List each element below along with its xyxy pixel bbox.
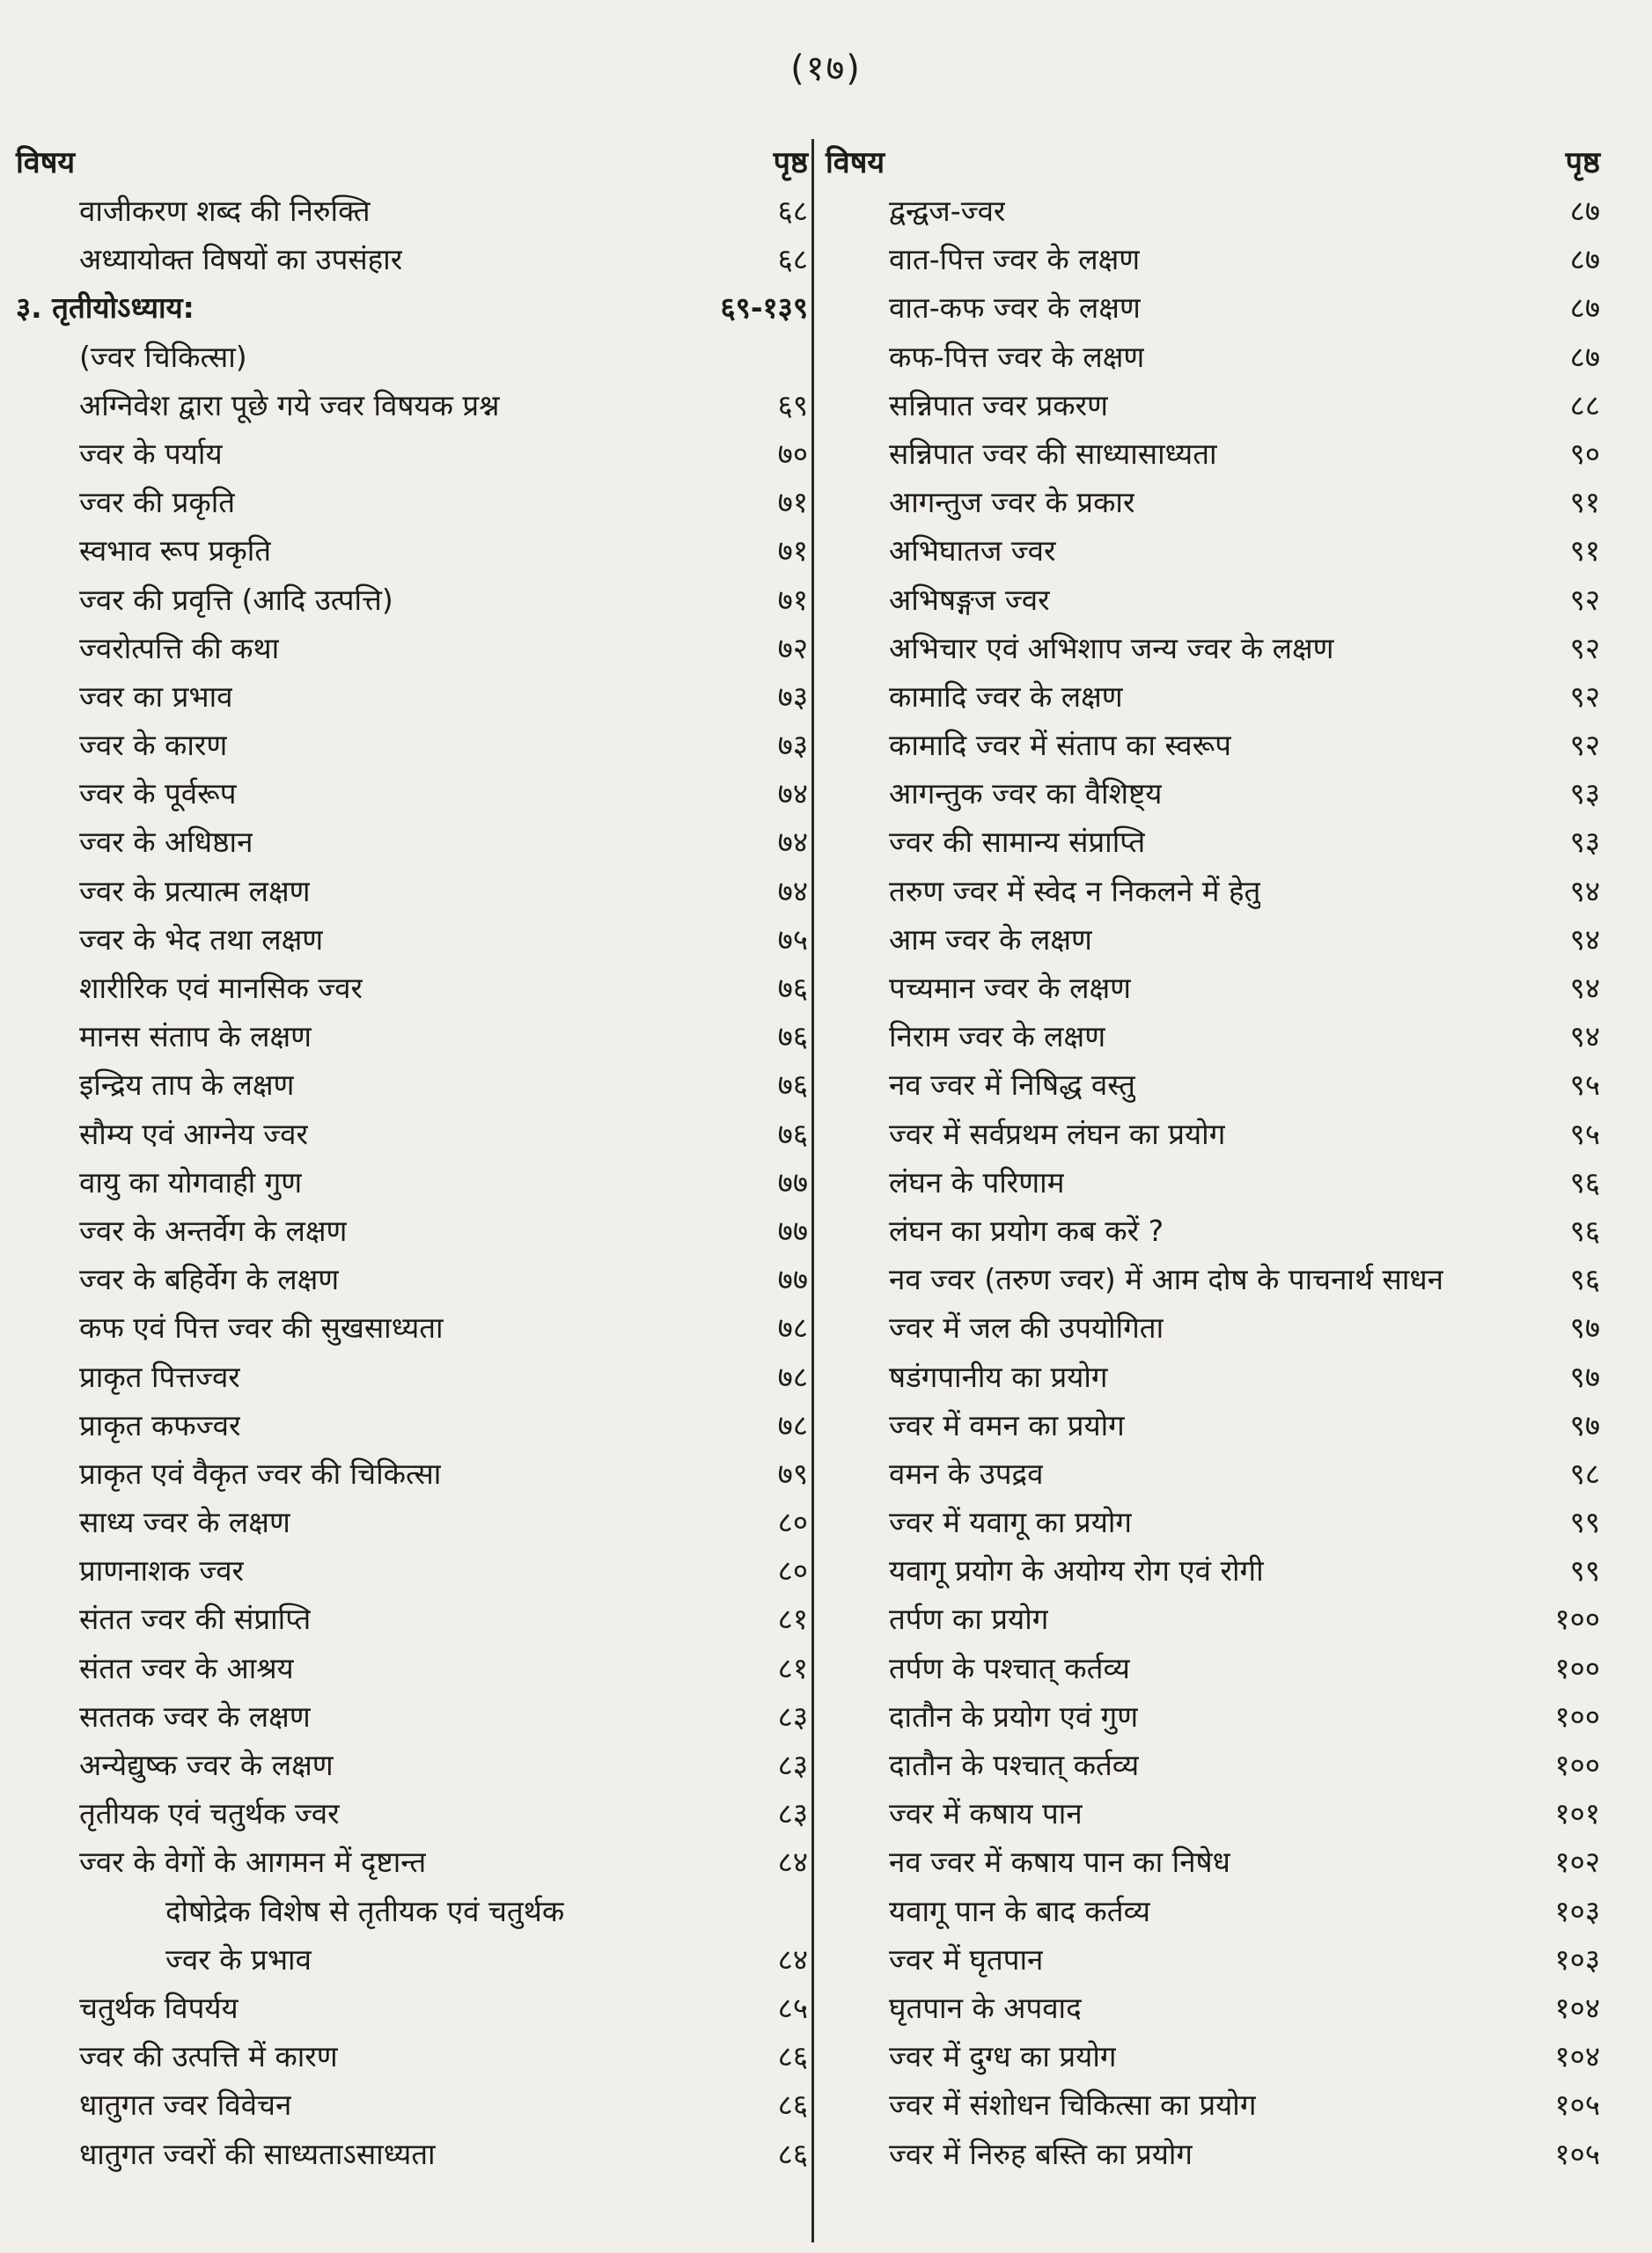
toc-entry-title: ज्वर में कषाय पान: [889, 1796, 1083, 1831]
toc-entry-page: १०२: [1554, 1845, 1600, 1880]
toc-entry-page: १०५: [1554, 2088, 1600, 2123]
toc-entry: [826, 1741, 1600, 1789]
toc-entry-title: लंघन के परिणाम: [889, 1164, 1065, 1200]
toc-entry-page: ८७: [1569, 242, 1600, 277]
toc-entry-page: ७६: [777, 1116, 808, 1151]
toc-entry-page: ७७: [777, 1262, 808, 1297]
toc-entry-page: ८०: [777, 1553, 808, 1589]
toc-entry: [826, 1887, 1600, 1935]
toc-entry: [16, 1401, 808, 1449]
toc-entry-page: ८३: [777, 1748, 808, 1782]
toc-entry: [16, 1935, 808, 1984]
toc-entry-title: प्राकृत कफज्वर: [79, 1407, 241, 1442]
toc-entry-title: प्राणनाशक ज्वर: [79, 1553, 245, 1589]
toc-entry-page: १००: [1554, 1699, 1600, 1734]
toc-entry-title: कामादि ज्वर के लक्षण: [889, 679, 1123, 714]
toc-entry: [16, 429, 808, 478]
toc-entry: [16, 576, 808, 624]
toc-entry: [16, 624, 808, 672]
toc-entry-title: शारीरिक एवं मानसिक ज्वर: [79, 971, 363, 1005]
toc-entry-title: धातुगत ज्वरों की साध्यताऽसाध्यता: [79, 2136, 436, 2171]
toc-entry: [826, 1595, 1600, 1643]
toc-entry-page: ९०: [1569, 436, 1600, 471]
toc-entry: [16, 187, 808, 235]
toc-entry: [16, 1838, 808, 1886]
toc-entry: [16, 2032, 808, 2081]
toc-entry-page: ८७: [1569, 290, 1600, 326]
toc-entry: [826, 1984, 1600, 2032]
toc-entry-title: (ज्वर चिकित्सा): [79, 339, 247, 374]
toc-entry-page: ९२: [1569, 728, 1600, 763]
toc-entry: [16, 235, 808, 283]
toc-entry-page: ९५: [1569, 1068, 1600, 1103]
toc-entry-title: ज्वरोत्पत्ति की कथा: [79, 630, 280, 665]
toc-entry-title: वाजीकरण शब्द की निरुक्ति: [79, 194, 371, 228]
toc-entry-page: ७४: [777, 776, 808, 811]
toc-entry: [16, 1303, 808, 1352]
toc-entry: [16, 1255, 808, 1303]
toc-entry: [826, 187, 1600, 235]
toc-entry-page: ९६: [1569, 1262, 1600, 1297]
toc-entry-title: ज्वर की उत्पत्ति में कारण: [79, 2039, 338, 2074]
toc-entry-page: ९८: [1569, 1456, 1600, 1491]
toc-entry-page: १०४: [1554, 2039, 1600, 2074]
toc-entry-page: १००: [1554, 1602, 1600, 1637]
toc-entry-title: कफ एवं पित्त ज्वर की सुखसाध्यता: [79, 1310, 444, 1346]
toc-entry-title: स्वभाव रूप प्रकृति: [79, 533, 272, 569]
toc-entry: [826, 1012, 1600, 1060]
toc-entry-page: ८७: [1569, 339, 1600, 374]
toc-entry: [16, 2081, 808, 2129]
toc-entry-title: साध्य ज्वर के लक्षण: [79, 1505, 290, 1540]
toc-entry-title: आम ज्वर के लक्षण: [889, 921, 1092, 957]
toc-entry: [16, 381, 808, 429]
toc-entry-page: ८०: [777, 1505, 808, 1540]
toc-entry-page: ९२: [1569, 582, 1600, 617]
toc-entry: [826, 576, 1600, 624]
toc-entry-title: अध्यायोक्त विषयों का उपसंहार: [79, 242, 403, 277]
toc-entry-page: १०५: [1554, 2136, 1600, 2171]
toc-entry-page: ९४: [1569, 921, 1600, 957]
toc-entry-page: ९१: [1569, 485, 1600, 520]
toc-entry-page: ७७: [777, 1164, 808, 1200]
page-number: (१७): [790, 48, 862, 89]
toc-entry-page: ८४: [777, 1941, 808, 1977]
toc-entry-title: लंघन का प्रयोग कब करें ?: [889, 1213, 1164, 1248]
toc-entry-page: ९४: [1569, 1019, 1600, 1054]
toc-entry: [16, 1741, 808, 1789]
toc-entry-page: ८१: [777, 1650, 808, 1685]
toc-entry: [16, 721, 808, 769]
toc-entry-title: ज्वर में निरुह बस्ति का प्रयोग: [889, 2136, 1193, 2171]
toc-entry-title: नव ज्वर में निषिद्ध वस्तु: [889, 1068, 1135, 1103]
toc-entry-page: ९२: [1569, 679, 1600, 714]
toc-entry-title: अभिषङ्गज ज्वर: [889, 582, 1050, 617]
toc-entry-page: ८५: [777, 1990, 808, 2025]
toc-entry-title: वात-कफ ज्वर के लक्षण: [889, 290, 1141, 326]
toc-entry: [16, 2130, 808, 2178]
toc-entry-title: नव ज्वर (तरुण ज्वर) में आम दोष के पाचनार्थ साधन: [889, 1262, 1444, 1297]
toc-entry: [826, 769, 1600, 818]
toc-entry: [16, 1207, 808, 1255]
subject-heading: विषय: [826, 145, 885, 180]
toc-entry-page: ७४: [777, 825, 808, 860]
toc-entry: [826, 867, 1600, 915]
toc-entry-title: कामादि ज्वर में संताप का स्वरूप: [889, 728, 1232, 763]
toc-entry-title: तर्पण का प्रयोग: [889, 1602, 1049, 1637]
toc-entry-title: ज्वर में यवागू का प्रयोग: [889, 1505, 1132, 1540]
toc-entry-title: ज्वर में घृतपान: [889, 1941, 1044, 1977]
toc-entry-page: ९९: [1569, 1505, 1600, 1540]
toc-entry-page: ९२: [1569, 630, 1600, 665]
toc-entry-title: वमन के उपद्रव: [889, 1456, 1044, 1491]
toc-entry-title: यवागू पान के बाद कर्तव्य: [889, 1893, 1151, 1928]
toc-entry-title: चतुर्थक विपर्यय: [79, 1990, 239, 2025]
toc-entry-page: ९७: [1569, 1407, 1600, 1442]
toc-entry-title: मानस संताप के लक्षण: [79, 1019, 312, 1054]
toc-entry: [826, 1935, 1600, 1984]
toc-entry: [826, 2032, 1600, 2081]
toc-entry-title: कफ-पित्त ज्वर के लक्षण: [889, 339, 1145, 374]
toc-entry-title: ज्वर में सर्वप्रथम लंघन का प्रयोग: [889, 1116, 1226, 1151]
toc-entry-title: षडंगपानीय का प्रयोग: [889, 1359, 1108, 1394]
toc-entry-page: ७१: [777, 533, 808, 569]
toc-entry-page: ६८: [777, 242, 808, 277]
toc-entry: [16, 1644, 808, 1692]
toc-entry-page: ७३: [777, 728, 808, 763]
toc-entry-title: घृतपान के अपवाद: [889, 1990, 1082, 2025]
toc-entry-title: द्वन्द्वज-ज्वर: [889, 194, 1006, 228]
toc-entry: [826, 1303, 1600, 1352]
toc-entry: [826, 1207, 1600, 1255]
toc-entry: [826, 2081, 1600, 2129]
toc-entry-page: १०३: [1554, 1941, 1600, 1977]
toc-entry: [826, 235, 1600, 283]
toc-entry: [16, 1353, 808, 1401]
page-heading: पृष्ठ: [773, 145, 808, 180]
toc-entry-page: ९६: [1569, 1164, 1600, 1200]
toc-entry: [826, 381, 1600, 429]
toc-entry-title: निराम ज्वर के लक्षण: [889, 1019, 1106, 1054]
toc-entry-title: दोषोद्रेक विशेष से तृतीयक एवं चतुर्थक: [165, 1893, 565, 1928]
toc-entry: [16, 333, 808, 381]
toc-entry-page: ८७: [1569, 194, 1600, 228]
toc-entry: [16, 1060, 808, 1109]
toc-entry: [826, 1060, 1600, 1109]
toc-entry-page: ७६: [777, 971, 808, 1005]
toc-entry-page: ७३: [777, 679, 808, 714]
toc-entry-page: ९७: [1569, 1310, 1600, 1346]
toc-entry-title: ज्वर की प्रवृत्ति (आदि उत्पत्ति): [79, 582, 393, 617]
toc-entry: [826, 1449, 1600, 1498]
toc-entry-title: तृतीयक एवं चतुर्थक ज्वर: [79, 1796, 340, 1831]
toc-entry-page: ७४: [777, 873, 808, 908]
toc-entry: [826, 333, 1600, 381]
toc-entry-title: वायु का योगवाही गुण: [79, 1164, 303, 1200]
toc-entry-page: १०३: [1554, 1893, 1600, 1928]
toc-entry-page: ७६: [777, 1019, 808, 1054]
toc-entry: [16, 1692, 808, 1741]
toc-entry-title: दातौन के पश्चात् कर्तव्य: [889, 1748, 1140, 1782]
toc-entry: [826, 526, 1600, 575]
toc-entry: [826, 283, 1600, 332]
toc-entry-title: ज्वर के अधिष्ठान: [79, 825, 253, 860]
toc-entry-page: ७६: [777, 1068, 808, 1103]
toc-entry: [16, 1110, 808, 1158]
toc-entry: [826, 672, 1600, 721]
toc-entry: [16, 769, 808, 818]
toc-entry-title: ज्वर में दुग्ध का प्रयोग: [889, 2039, 1117, 2074]
toc-entry: [16, 1012, 808, 1060]
toc-entry: [16, 1595, 808, 1643]
toc-entry-page: ७८: [777, 1407, 808, 1442]
toc-entry-title: इन्द्रिय ताप के लक्षण: [79, 1068, 295, 1103]
toc-entry: [16, 818, 808, 866]
toc-entry: [16, 478, 808, 526]
toc-entry-page: ८१: [777, 1602, 808, 1637]
toc-entry: [826, 915, 1600, 964]
toc-entry-title: सौम्य एवं आग्नेय ज्वर: [79, 1116, 308, 1151]
toc-entry-title: ज्वर के वेगों के आगमन में दृष्टान्त: [79, 1845, 427, 1880]
toc-entry-page: ७८: [777, 1359, 808, 1394]
toc-entry: [16, 1498, 808, 1546]
toc-entry-title: ज्वर का प्रभाव: [79, 679, 233, 714]
toc-entry-title: तरुण ज्वर में स्वेद न निकलने में हेतु: [889, 873, 1261, 908]
toc-entry-page: ८३: [777, 1796, 808, 1831]
subject-heading: विषय: [16, 145, 76, 180]
toc-entry: [16, 867, 808, 915]
toc-entry-page: ७०: [777, 436, 808, 471]
toc-entry-title: ज्वर के पर्याय: [79, 436, 223, 471]
toc-entry: [16, 1546, 808, 1595]
toc-entry-title: ज्वर के बहिर्वेग के लक्षण: [79, 1262, 340, 1297]
toc-entry-page: ८८: [1569, 387, 1600, 422]
left-column-header: [16, 141, 808, 185]
toc-entry-page: ७२: [777, 630, 808, 665]
toc-entry: [16, 1984, 808, 2032]
toc-entry-page: ८६: [777, 2136, 808, 2171]
toc-entry-page: ७१: [777, 582, 808, 617]
right-entries: [826, 187, 1600, 2178]
toc-entry: [16, 1789, 808, 1838]
toc-entry: [826, 1789, 1600, 1838]
toc-entry-page: ७५: [777, 921, 808, 957]
toc-entry-title: ज्वर के अन्तर्वेग के लक्षण: [79, 1213, 348, 1248]
toc-entry-title: वात-पित्त ज्वर के लक्षण: [889, 242, 1141, 277]
toc-entry-title: ज्वर के प्रत्यात्म लक्षण: [79, 873, 311, 908]
toc-entry-title: दातौन के प्रयोग एवं गुण: [889, 1699, 1139, 1734]
toc-entry-title: आगन्तुज ज्वर के प्रकार: [889, 485, 1135, 520]
toc-entry-title: तर्पण के पश्चात् कर्तव्य: [889, 1650, 1130, 1685]
left-entries: [16, 187, 808, 2178]
toc-entry-title: अग्निवेश द्वारा पूछे गये ज्वर विषयक प्रश्न: [79, 387, 500, 422]
toc-entry: [16, 964, 808, 1012]
page-heading: पृष्ठ: [1565, 145, 1600, 180]
toc-entry: [16, 526, 808, 575]
toc-entry-page: ७१: [777, 485, 808, 520]
toc-entry-page: ९७: [1569, 1359, 1600, 1394]
toc-entry-title: आगन्तुक ज्वर का वैशिष्ट्य: [889, 776, 1163, 811]
toc-entry: [826, 964, 1600, 1012]
toc-entry-page: ९६: [1569, 1213, 1600, 1248]
toc-entry-title: ज्वर में वमन का प्रयोग: [889, 1407, 1125, 1442]
toc-entry-title: ज्वर में जल की उपयोगिता: [889, 1310, 1164, 1346]
toc-entry-page: ९४: [1569, 971, 1600, 1005]
toc-entry: [16, 1887, 808, 1935]
toc-entry: [826, 1353, 1600, 1401]
toc-entry-title: अभिघातज ज्वर: [889, 533, 1056, 569]
toc-entry-page: ९१: [1569, 533, 1600, 569]
toc-entry-title: ज्वर की प्रकृति: [79, 485, 236, 520]
toc-entry-title: ज्वर की सामान्य संप्राप्ति: [889, 825, 1146, 860]
toc-entry-page: ८४: [777, 1845, 808, 1880]
toc-entry: [826, 1110, 1600, 1158]
toc-entry: [826, 1401, 1600, 1449]
toc-entry-title: संतत ज्वर की संप्राप्ति: [79, 1602, 312, 1637]
toc-entry: [826, 1838, 1600, 1886]
toc-entry-title: सन्निपात ज्वर की साध्यासाध्यता: [889, 436, 1217, 471]
toc-entry: [826, 478, 1600, 526]
toc-entry-title: ज्वर में संशोधन चिकित्सा का प्रयोग: [889, 2088, 1257, 2123]
toc-entry: [826, 721, 1600, 769]
toc-entry-title: पच्यमान ज्वर के लक्षण: [889, 971, 1131, 1005]
toc-entry-title: धातुगत ज्वर विवेचन: [79, 2088, 292, 2123]
toc-entry-page: ७९: [777, 1456, 808, 1491]
toc-entry: [826, 1255, 1600, 1303]
toc-entry-title: ज्वर के प्रभाव: [165, 1941, 312, 1977]
toc-entry-page: ८६: [777, 2088, 808, 2123]
toc-entry-title: ३. तृतीयोऽध्याय:: [16, 290, 195, 326]
left-column: [16, 141, 808, 2227]
toc-entry: [826, 1644, 1600, 1692]
toc-entry: [826, 1158, 1600, 1207]
column-divider: [811, 139, 814, 2242]
toc-entry: [16, 1158, 808, 1207]
toc-entry-page: ९५: [1569, 1116, 1600, 1151]
toc-entry: [826, 2130, 1600, 2178]
toc-entry: [826, 429, 1600, 478]
toc-entry: [16, 1449, 808, 1498]
toc-entry-page: ६९: [777, 387, 808, 422]
toc-entry-title: अभिचार एवं अभिशाप जन्य ज्वर के लक्षण: [889, 630, 1334, 665]
toc-entry-title: प्राकृत पित्तज्वर: [79, 1359, 240, 1394]
toc-entry: [16, 672, 808, 721]
toc-entry: [826, 1692, 1600, 1741]
toc-entry-page: १००: [1554, 1650, 1600, 1685]
toc-entry-page: ६८: [777, 194, 808, 228]
right-column-header: [826, 141, 1600, 185]
toc-entry-title: सततक ज्वर के लक्षण: [79, 1699, 311, 1734]
toc-entry: [826, 1498, 1600, 1546]
toc-entry-title: अन्येद्युष्क ज्वर के लक्षण: [79, 1748, 334, 1782]
toc-entry-page: १०४: [1554, 1990, 1600, 2025]
toc-entry-title: यवागू प्रयोग के अयोग्य रोग एवं रोगी: [889, 1553, 1264, 1589]
toc-entry: [826, 624, 1600, 672]
right-column: [826, 141, 1600, 2227]
toc-entry-page: ७८: [777, 1310, 808, 1346]
toc-entry-page: १००: [1554, 1748, 1600, 1782]
toc-entry-title: ज्वर के भेद तथा लक्षण: [79, 921, 324, 957]
toc-entry-page: १०१: [1554, 1796, 1600, 1831]
toc-entry-page: ७७: [777, 1213, 808, 1248]
toc-entry-title: नव ज्वर में कषाय पान का निषेध: [889, 1845, 1230, 1880]
toc-entry: [16, 283, 808, 332]
toc-entry-title: संतत ज्वर के आश्रय: [79, 1650, 294, 1685]
toc-entry-title: प्राकृत एवं वैकृत ज्वर की चिकित्सा: [79, 1456, 442, 1491]
toc-entry-page: ८६: [777, 2039, 808, 2074]
toc-entry-page: ९९: [1569, 1553, 1600, 1589]
toc-entry: [16, 915, 808, 964]
toc-entry-page: ९४: [1569, 873, 1600, 908]
toc-entry-page: ९३: [1569, 825, 1600, 860]
toc-entry-page: ८३: [777, 1699, 808, 1734]
toc-entry-title: ज्वर के पूर्वरूप: [79, 776, 237, 811]
toc-entry-page: ९३: [1569, 776, 1600, 811]
toc-entry-page: ६९-१३९: [720, 290, 808, 326]
toc-entry: [826, 818, 1600, 866]
toc-entry-title: सन्निपात ज्वर प्रकरण: [889, 387, 1108, 422]
toc-entry-title: ज्वर के कारण: [79, 728, 228, 763]
toc-entry: [826, 1546, 1600, 1595]
